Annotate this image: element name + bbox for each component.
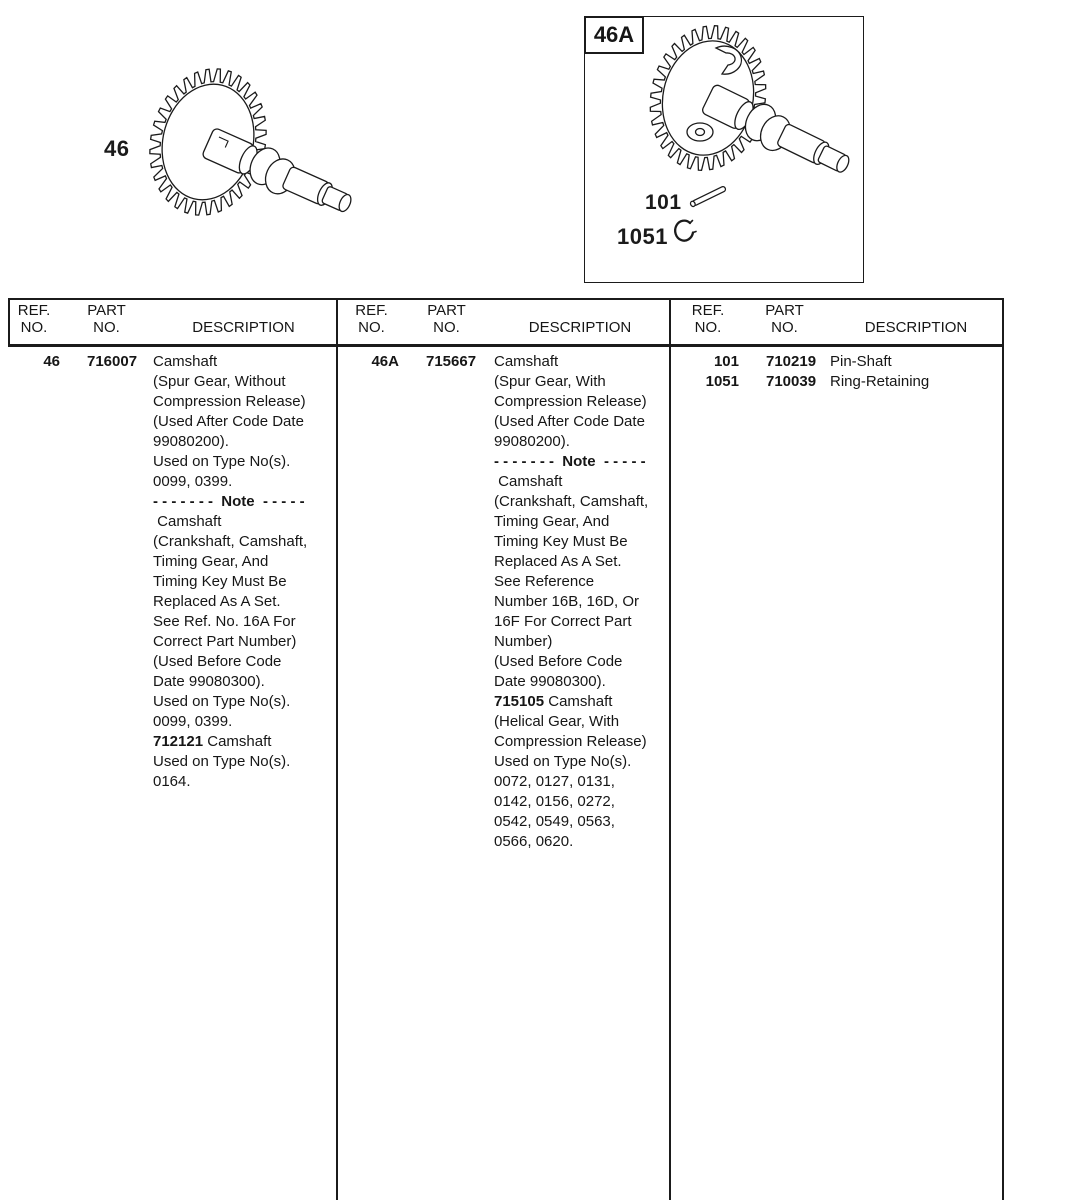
description-line: Number)	[494, 633, 553, 650]
pin-shaft-icon	[684, 180, 734, 212]
column-divider-2	[669, 298, 671, 1200]
section-header	[344, 302, 666, 336]
description-line: (Spur Gear, Without	[153, 373, 286, 390]
description-line: 0164.	[153, 773, 191, 790]
description-line: Correct Part Number)	[153, 633, 297, 650]
description-line: Pin-Shaft	[830, 353, 892, 370]
description-header: DESCRIPTION	[192, 319, 295, 336]
ref-header-2: NO.	[358, 319, 385, 336]
description-line: (Crankshaft, Camshaft,	[494, 493, 649, 510]
section-body	[677, 352, 1002, 392]
description-line: 0542, 0549, 0563,	[494, 813, 615, 830]
retaining-ring-icon	[669, 217, 699, 247]
description-line: (Crankshaft, Camshaft,	[153, 533, 308, 550]
section-header	[8, 302, 334, 336]
description-line: Number 16B, 16D, Or	[494, 593, 640, 610]
description-line: Compression Release)	[494, 393, 647, 410]
description-line: 0566, 0620.	[494, 833, 574, 850]
description-line: Date 99080300).	[153, 673, 265, 690]
description-line: Camshaft	[494, 353, 559, 370]
part-header-2: NO.	[93, 319, 120, 336]
description-line: - - - - - - - Note - - - - -	[153, 493, 305, 510]
description-line: See Reference	[494, 573, 595, 590]
description-line: (Used After Code Date	[494, 413, 645, 430]
description-line: (Used After Code Date	[153, 413, 304, 430]
part-header: PART	[427, 302, 466, 319]
description-line: (Helical Gear, With	[494, 713, 620, 730]
description-line: 715105 Camshaft	[494, 693, 613, 710]
part-no-cell: 715667	[426, 353, 477, 370]
description-line: Date 99080300).	[494, 673, 606, 690]
ref-no-cell: 1051	[705, 373, 739, 390]
description-line: (Used Before Code	[153, 653, 282, 670]
part-no-cell: 716007	[87, 353, 138, 370]
description-line: 0099, 0399.	[153, 713, 233, 730]
description-line: Used on Type No(s).	[494, 753, 632, 770]
description-line: (Spur Gear, With	[494, 373, 606, 390]
part-header: PART	[765, 302, 804, 319]
description-line: Timing Key Must Be	[153, 573, 287, 590]
description-cell	[153, 352, 334, 792]
description-line: Replaced As A Set.	[494, 553, 622, 570]
ref-header-2: NO.	[694, 319, 722, 336]
ref-no-cell: 46A	[371, 353, 399, 370]
description-line: Camshaft	[153, 353, 218, 370]
callout-1051-label: 1051	[617, 224, 668, 249]
description-line: Camshaft	[494, 473, 563, 490]
description-header: DESCRIPTION	[864, 319, 968, 336]
description-cell	[494, 352, 666, 852]
ref-header: REF.	[691, 302, 725, 319]
callout-46-label: 46	[104, 136, 130, 161]
description-line: 0099, 0399.	[153, 473, 233, 490]
description-line: Timing Gear, And	[153, 553, 269, 570]
description-line: 99080200).	[153, 433, 229, 450]
ref-no-cell: 46	[43, 353, 60, 370]
part-no-cell: 710219	[766, 353, 817, 370]
description-cell	[830, 372, 1002, 392]
description-line: (Used Before Code	[494, 653, 623, 670]
ref-header: REF.	[17, 302, 51, 319]
camshaft-46-illustration	[100, 42, 360, 237]
description-header: DESCRIPTION	[528, 319, 632, 336]
description-line: Used on Type No(s).	[153, 753, 291, 770]
table-right-edge	[1002, 298, 1004, 1200]
description-line: See Ref. No. 16A For	[153, 613, 296, 630]
description-line: 712121 Camshaft	[153, 733, 272, 750]
description-line: Timing Key Must Be	[494, 533, 628, 550]
description-line: 16F For Correct Part	[494, 613, 632, 630]
ref-no-cell: 101	[713, 353, 739, 370]
parts-section-3	[677, 302, 1002, 1200]
description-line: Ring-Retaining	[830, 373, 930, 390]
section-body	[344, 352, 666, 852]
part-header-2: NO.	[433, 319, 460, 336]
ref-header-2: NO.	[20, 319, 48, 336]
callout-101-label: 101	[645, 191, 682, 214]
section-header	[677, 302, 1002, 336]
description-line: 0142, 0156, 0272,	[494, 793, 615, 810]
description-cell	[830, 352, 1002, 372]
part-no-cell: 710039	[766, 373, 817, 390]
description-line: Replaced As A Set.	[153, 593, 281, 610]
part-header: PART	[87, 302, 126, 319]
description-line: Compression Release)	[153, 393, 306, 410]
parts-section-2	[344, 302, 666, 1200]
inset-46a-label: 46A	[593, 22, 635, 47]
ref-header: REF.	[355, 302, 388, 319]
part-header-2: NO.	[771, 319, 798, 336]
description-line: Used on Type No(s).	[153, 453, 291, 470]
description-line: 99080200).	[494, 433, 570, 450]
column-divider-1	[336, 298, 338, 1200]
description-line: Camshaft	[153, 513, 222, 530]
table-top-rule	[8, 298, 1004, 300]
description-line: Used on Type No(s).	[153, 693, 291, 710]
description-line: Compression Release)	[494, 733, 647, 750]
description-line: 0072, 0127, 0131,	[494, 773, 615, 790]
description-line: Timing Gear, And	[494, 513, 610, 530]
parts-section-1	[8, 302, 334, 1200]
section-body	[8, 352, 334, 792]
description-line: - - - - - - - Note - - - - -	[494, 453, 646, 470]
